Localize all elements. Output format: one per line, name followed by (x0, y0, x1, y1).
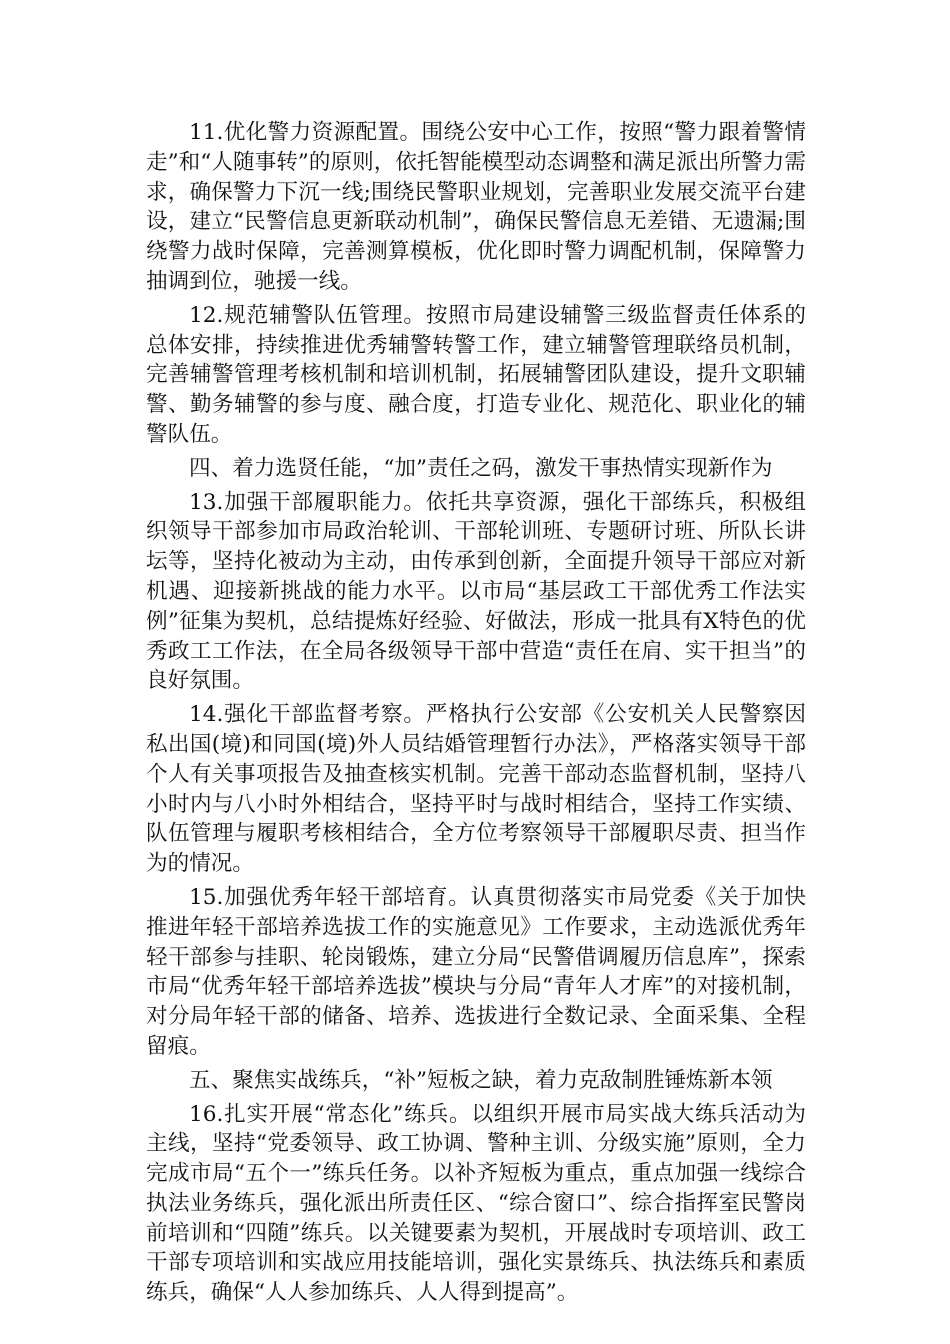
paragraph-16-training: 16.扎实开展“常态化”练兵。以组织开展市局实战大练兵活动为主线，坚持“党委领导、政工协调、警种主训、分级实施”原则，全力完成市局“五个一”练兵任务。以补齐短板为重点，重点加强一线综合执法业务练兵，强化派出所责任区、“综合窗口”、综合指挥室民警岗前培训和“四随”练兵。以关键要素为契机，开展战时专项培训、政工干部专项培训和实战应用技能培训，强化实景练兵、执法练兵和素质练兵，确保“人人参加练兵、人人得到提高”。 (146, 1101, 806, 1306)
paragraph-15-young-cadres: 15.加强优秀年轻干部培育。认真贯彻落实市局党委《关于加快推进年轻干部培养选拔工作的实施意见》工作要求，主动选派优秀年轻干部参与挂职、轮岗锻炼，建立分局“民警借调履历信息库”，探索市局“优秀年轻干部培养选拔”模块与分局“青年人才库”的对接机制，对分局年轻干部的储备、培养、选拔进行全数记录、全面采集、全程留痕。 (146, 884, 806, 1059)
paragraph-13-cadre-capability: 13.加强干部履职能力。依托共享资源，强化干部练兵，积极组织领导干部参加市局政治轮训、干部轮训班、专题研讨班、所队长讲坛等，坚持化被动为主动，由传承到创新，全面提升领导干部应对新机遇、迎接新挑战的能力水平。以市局“基层政工干部优秀工作法实例”征集为契机，总结提炼好经验、好做法，形成一批具有X特色的优秀政工工作法，在全局各级领导干部中营造“责任在肩、实干担当”的良好氛围。 (146, 489, 806, 694)
paragraph-14-cadre-supervision: 14.强化干部监督考察。严格执行公安部《公安机关人民警察因私出国(境)和同国(境)外人员结婚管理暂行办法》，严格落实领导干部个人有关事项报告及抽查核实机制。完善干部动态监督机制，坚持八小时内与八小时外相结合，坚持平时与战时相结合，坚持工作实绩、队伍管理与履职考核相结合，全方位考察领导干部履职尽责、担当作为的情况。 (146, 702, 806, 877)
document-body (146, 118, 806, 1312)
section-heading-4: 四、着力选贤任能，“加”责任之码，激发干事热情实现新作为 (189, 455, 773, 481)
section-heading-5: 五、聚焦实战练兵，“补”短板之缺，着力克敌制胜锤炼新本领 (189, 1067, 773, 1093)
paragraph-12-auxiliary-police: 12.规范辅警队伍管理。按照市局建设辅警三级监督责任体系的总体安排，持续推进优秀辅警转警工作，建立辅警管理联络员机制，完善辅警管理考核机制和培训机制，拓展辅警团队建设，提升文职辅警、勤务辅警的参与度、融合度，打造专业化、规范化、职业化的辅警队伍。 (146, 302, 806, 447)
paragraph-11-police-resources: 11.优化警力资源配置。围绕公安中心工作，按照“警力跟着警情走”和“人随事转”的原则，依托智能模型动态调整和满足派出所警力需求，确保警力下沉一线;围绕民警职业规划，完善职业发展交流平台建设，建立“民警信息更新联动机制”，确保民警信息无差错、无遗漏;围绕警力战时保障，完善测算模板，优化即时警力调配机制，保障警力抽调到位，驰援一线。 (146, 120, 806, 294)
